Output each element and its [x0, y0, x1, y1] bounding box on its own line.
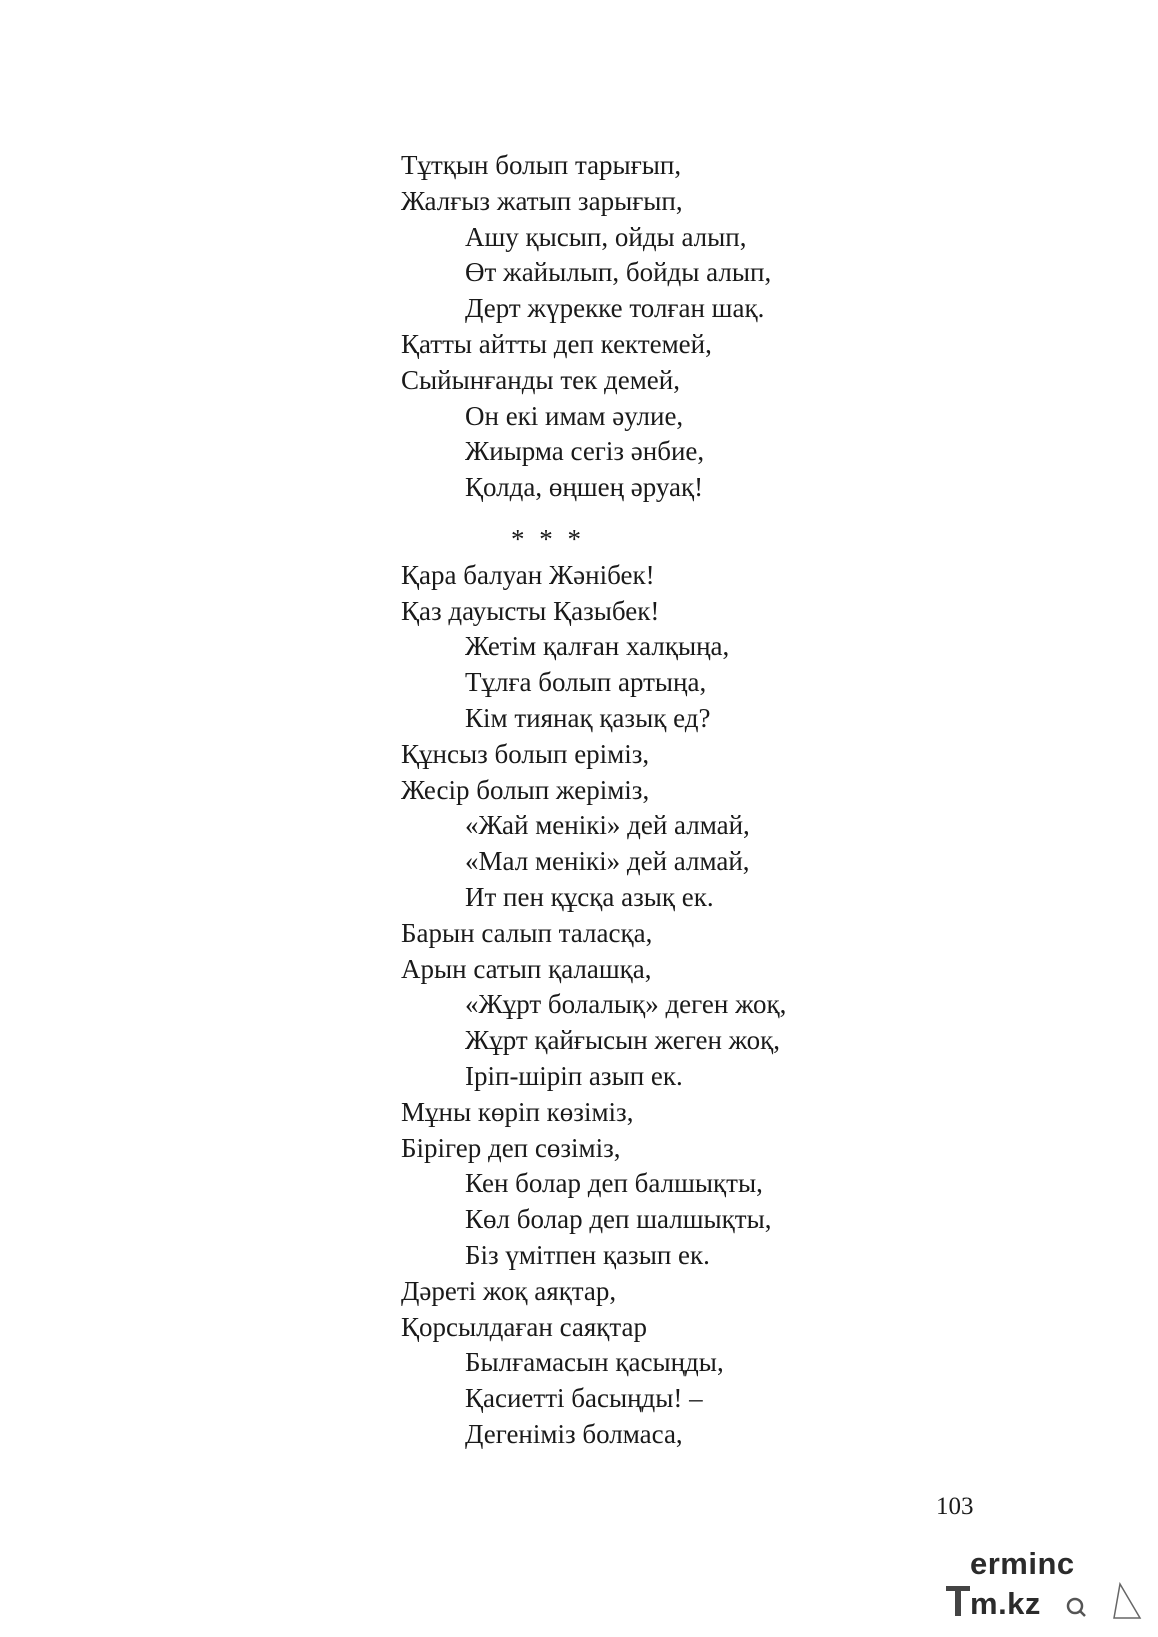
poem-line: Арын сатып қалашқа,	[401, 953, 652, 984]
poem-line: Қара балуан Жәнібек!	[401, 559, 655, 590]
poem-line: Тұлға болып артыңа,	[465, 667, 707, 698]
watermark-logo	[944, 1546, 1144, 1624]
poem-line: Мұны көріп көзіміз,	[401, 1096, 634, 1127]
poem-line: Ашу қысып, ойды алып,	[465, 221, 747, 252]
poem-line: «Мал менікі» дей алмай,	[465, 846, 750, 877]
poem-line: Дегеніміз болмаса,	[465, 1418, 683, 1449]
poem-line: Қатты айтты деп кектемей,	[401, 328, 712, 359]
poem-line: Қаз дауысты Қазыбек!	[401, 595, 660, 626]
poem-line: Былғамасын қасыңды,	[465, 1347, 724, 1378]
watermark-text: erminc m.kz	[970, 1546, 1075, 1621]
poem-line: Құнсыз болып еріміз,	[401, 738, 650, 769]
poem-line: Біз үмітпен қазып ек.	[465, 1239, 710, 1270]
poem-line: Көл болар деп шалшықты,	[465, 1204, 772, 1235]
stanza-1	[401, 148, 961, 506]
poem-line: Жұрт қайғысын жеген жоқ,	[465, 1025, 781, 1056]
poem-line: Ит пен құсқа азық ек.	[465, 881, 714, 912]
poem-line: Кен болар деп балшықты,	[465, 1168, 763, 1199]
poem-line: Барын салып таласқа,	[401, 917, 653, 948]
poem-line: Тұтқын болып тарығып,	[401, 150, 682, 180]
poem-line: Сыйынғанды тек демей,	[401, 364, 680, 395]
poem-line: Қолда, өңшең әруақ!	[465, 472, 704, 503]
poem-line: «Жай менікі» дей алмай,	[465, 810, 750, 841]
poem-line: Жиырма сегіз әнбие,	[465, 436, 705, 467]
poem-line: Дерт жүрекке толған шақ.	[465, 293, 765, 324]
poem-line: Қорсылдаған саяқтар	[401, 1311, 648, 1342]
poem-line: Дәреті жоқ аяқтар,	[401, 1275, 617, 1306]
poem-line: Іріп-шіріп азып ек.	[465, 1060, 683, 1091]
stanza-separator: * * *	[511, 523, 585, 554]
poem-body	[401, 148, 961, 1453]
poem-line: Жетім қалған халқыңа,	[465, 631, 730, 662]
poem-line: Жалғыз жатып зарығып,	[401, 185, 683, 216]
poem-line: Өт жайылып, бойды алып,	[465, 257, 772, 288]
poem-line: Кім тиянақ қазық ед?	[465, 702, 711, 733]
poem-line: Қасиетті басыңды! –	[465, 1383, 703, 1414]
page-number: 103	[936, 1493, 974, 1520]
poem-line: Жесір болып жеріміз,	[401, 774, 650, 805]
poem-line: Бірігер деп сөзіміз,	[401, 1132, 621, 1163]
poem-line: «Жұрт болалық» деген жоқ,	[465, 989, 787, 1020]
poem-line: Он екі имам әулие,	[465, 400, 684, 431]
stanza-2	[401, 558, 961, 1453]
